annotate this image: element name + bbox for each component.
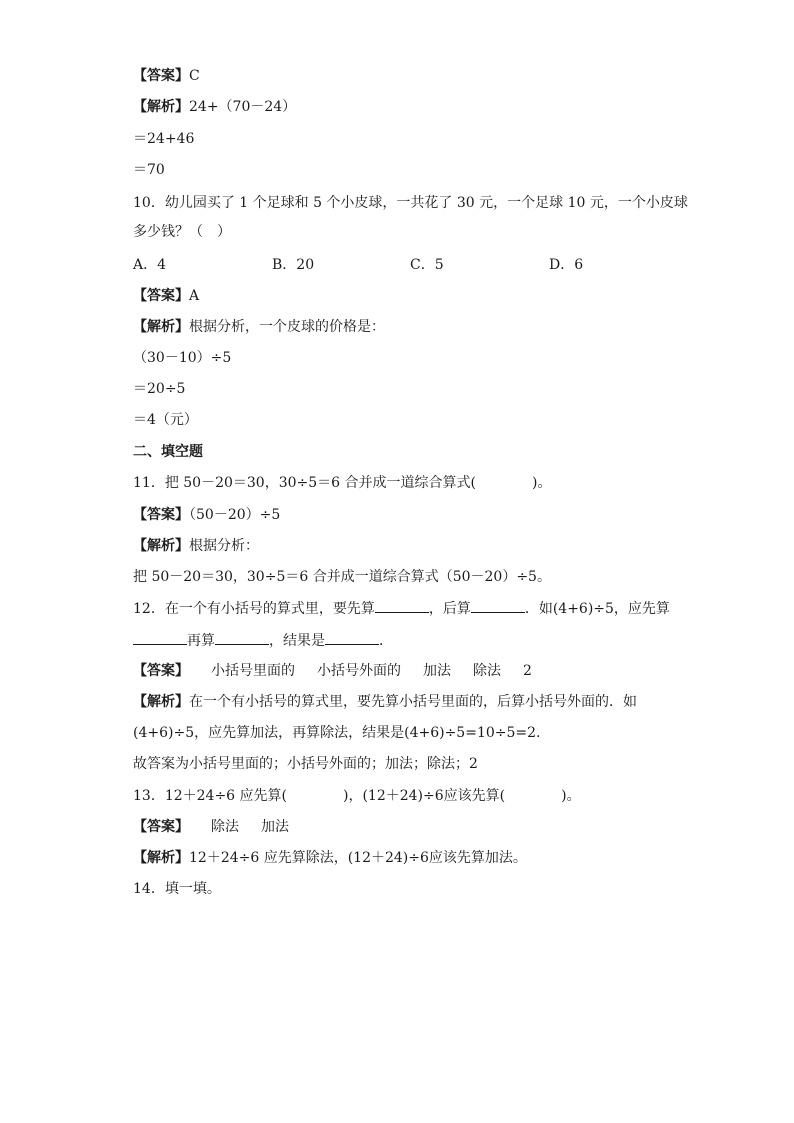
analysis-tag: 【解析】 [133,538,189,554]
question-12-text-cont [133,630,393,651]
answer-item: 除法 [473,663,501,679]
answer-blank [133,630,187,645]
q12-part: 12．在一个有小括号的算式里，要先算 [133,601,375,617]
answer-item: 加法 [423,663,451,679]
answer-tag: 【答案】 [133,288,189,304]
q12-part: 再算 [187,633,215,649]
question-11-text: 11．把 50－20＝30，30÷5＝6 合并成一道综合算式( )。 [133,475,552,491]
question-14-text: 14．填一填。 [133,881,221,897]
analysis-text-cont: (4+6)÷5，应先算加法，再算除法，结果是(4+6)÷5=10÷5=2. [133,725,541,741]
analysis-text: 根据分析： [189,538,259,554]
calc-step: ＝4（元） [133,412,198,428]
question-13-text: 13．12＋24÷6 应先算( )，(12＋24)÷6应该先算( )。 [133,788,581,804]
answer-blank [325,630,379,645]
analysis-tag: 【解析】 [133,850,189,866]
answer-line [133,286,199,306]
analysis-tag: 【解析】 [133,694,189,710]
analysis-line [133,97,296,117]
answer-tag: 【答案】 [133,68,189,84]
calc-step: （30－10）÷5 [133,350,232,366]
analysis-tag: 【解析】 [133,319,189,335]
q12-part: ，后算 [428,601,471,617]
calc-step: ＝70 [133,162,165,178]
analysis-detail: 把 50－20＝30，30÷5＝6 合并成一道综合算式（50－20）÷5。 [133,569,551,585]
answer-line [133,66,200,86]
analysis-line [133,317,385,337]
calc-step: ＝24+46 [133,131,195,147]
answer-blank [215,630,269,645]
question-10-text-cont: 多少钱？（ ） [133,224,231,240]
analysis-tag: 【解析】 [133,99,189,115]
answer-text: （50－20）÷5 [189,507,281,523]
question-10-text: 10．幼儿园买了 1 个足球和 5 个小皮球，一共花了 30 元，一个足球 10 元，一个小皮球 [133,195,688,211]
analysis-text: 12＋24÷6 应先算除法，(12＋24)÷6应该先算加法。 [189,850,527,866]
analysis-line [133,692,637,712]
option-d: D．6 [549,257,584,273]
q12-part: ．如(4+6)÷5，应先算 [524,601,670,617]
answer-line [133,505,280,525]
option-c: C．5 [410,257,444,273]
analysis-line [133,848,527,868]
answer-line [133,817,289,837]
option-a: A．4 [133,257,167,273]
option-b: B．20 [272,257,315,273]
answer-blank [375,598,429,613]
answer-blank [471,598,525,613]
analysis-text: 在一个有小括号的算式里，要先算小括号里面的，后算小括号外面的．如 [189,694,637,710]
answer-tag: 【答案】 [133,663,189,679]
analysis-text: 根据分析，一个皮球的价格是： [189,319,385,335]
answer-item: 小括号外面的 [317,663,401,679]
calc-step: ＝20÷5 [133,381,186,397]
section-heading: 二、填空题 [133,444,203,460]
answer-text: C [189,68,200,84]
analysis-conclusion: 故答案为小括号里面的；小括号外面的；加法；除法；2 [133,756,478,772]
answer-tag: 【答案】 [133,507,189,523]
answer-tag: 【答案】 [133,819,189,835]
answer-item: 2 [523,663,532,679]
q12-part: ． [379,633,393,649]
question-12-text [133,598,670,619]
answer-item: 除法 [211,819,239,835]
analysis-line [133,536,259,556]
analysis-text: 24+（70－24） [189,99,297,115]
answer-line [133,661,532,681]
answer-item: 小括号里面的 [211,663,295,679]
answer-text: A [189,288,200,304]
q12-part: ，结果是 [269,633,325,649]
answer-item: 加法 [261,819,289,835]
